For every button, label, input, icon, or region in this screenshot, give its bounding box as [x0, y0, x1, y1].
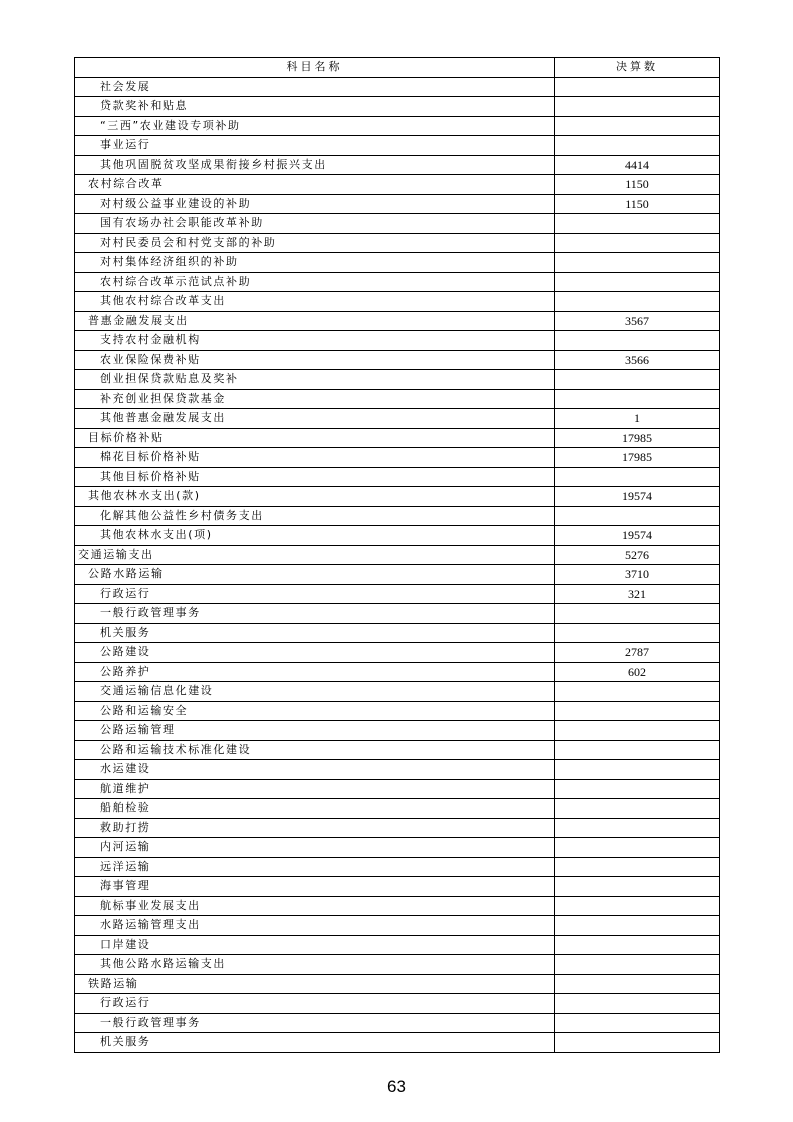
subject-name-cell: 内河运输 [75, 838, 555, 858]
table-row [75, 818, 720, 838]
subject-name-cell: 其他目标价格补贴 [75, 467, 555, 487]
subject-name-cell: 其他普惠金融发展支出 [75, 409, 555, 429]
table-row [75, 623, 720, 643]
subject-name-cell: 海事管理 [75, 877, 555, 897]
table-row [75, 955, 720, 975]
subject-name-cell: 其他巩固脱贫攻坚成果衔接乡村振兴支出 [75, 155, 555, 175]
table-row [75, 467, 720, 487]
subject-name-cell: 对村集体经济组织的补助 [75, 253, 555, 273]
subject-name-cell: 行政运行 [75, 994, 555, 1014]
budget-table-container [74, 57, 719, 1053]
subject-name-cell: 其他农村综合改革支出 [75, 292, 555, 312]
table-body [75, 77, 720, 1052]
table-row [75, 838, 720, 858]
table-row [75, 97, 720, 117]
subject-name-cell: 水路运输管理支出 [75, 916, 555, 936]
final-amount-cell [555, 292, 720, 312]
table-row [75, 877, 720, 897]
subject-name-cell: 水运建设 [75, 760, 555, 780]
final-amount-cell [555, 740, 720, 760]
final-amount-cell: 602 [555, 662, 720, 682]
table-row [75, 311, 720, 331]
final-amount-cell [555, 214, 720, 234]
final-amount-cell [555, 721, 720, 741]
subject-name-cell: 一般行政管理事务 [75, 1013, 555, 1033]
table-row [75, 1033, 720, 1053]
subject-name-cell: 口岸建设 [75, 935, 555, 955]
table-row [75, 896, 720, 916]
final-amount-cell [555, 253, 720, 273]
table-row [75, 857, 720, 877]
final-amount-cell [555, 955, 720, 975]
table-row [75, 409, 720, 429]
subject-name-cell: 航标事业发展支出 [75, 896, 555, 916]
page-number: 63 [387, 1077, 406, 1096]
final-amount-cell [555, 467, 720, 487]
subject-name-cell: 目标价格补贴 [75, 428, 555, 448]
subject-name-cell: 农村综合改革示范试点补助 [75, 272, 555, 292]
final-amount-header: 决算数 [555, 58, 720, 78]
final-amount-cell [555, 818, 720, 838]
subject-name-cell: 普惠金融发展支出 [75, 311, 555, 331]
subject-name-cell: 交通运输信息化建设 [75, 682, 555, 702]
final-amount-cell: 1 [555, 409, 720, 429]
final-amount-cell [555, 604, 720, 624]
subject-name-cell: 铁路运输 [75, 974, 555, 994]
subject-name-cell: 航道维护 [75, 779, 555, 799]
final-amount-cell [555, 799, 720, 819]
final-amount-cell [555, 779, 720, 799]
final-amount-cell [555, 136, 720, 156]
final-amount-cell: 17985 [555, 428, 720, 448]
final-amount-cell [555, 916, 720, 936]
subject-name-cell: 其他农林水支出(款) [75, 487, 555, 507]
table-row [75, 350, 720, 370]
table-row [75, 526, 720, 546]
table-row [75, 1013, 720, 1033]
table-row [75, 331, 720, 351]
final-amount-cell [555, 896, 720, 916]
table-row [75, 701, 720, 721]
table-row [75, 682, 720, 702]
table-row [75, 116, 720, 136]
table-row [75, 662, 720, 682]
subject-name-cell: 支持农村金融机构 [75, 331, 555, 351]
final-amount-cell [555, 877, 720, 897]
subject-name-cell: 船舶检验 [75, 799, 555, 819]
table-row [75, 604, 720, 624]
subject-name-cell: 创业担保贷款贴息及奖补 [75, 370, 555, 390]
final-amount-cell: 321 [555, 584, 720, 604]
subject-name-cell: 交通运输支出 [75, 545, 555, 565]
table-row [75, 77, 720, 97]
final-amount-cell [555, 838, 720, 858]
table-row [75, 214, 720, 234]
table-row [75, 935, 720, 955]
table-row [75, 292, 720, 312]
table-row [75, 272, 720, 292]
table-row [75, 194, 720, 214]
subject-name-cell: 其他公路水路运输支出 [75, 955, 555, 975]
final-amount-cell [555, 1033, 720, 1053]
table-row [75, 760, 720, 780]
subject-name-cell: 农业保险保费补贴 [75, 350, 555, 370]
subject-name-cell: 国有农场办社会职能改革补助 [75, 214, 555, 234]
subject-name-cell: 棉花目标价格补贴 [75, 448, 555, 468]
final-amount-cell [555, 1013, 720, 1033]
final-amount-cell: 19574 [555, 487, 720, 507]
final-amount-cell [555, 506, 720, 526]
final-amount-cell: 3710 [555, 565, 720, 585]
subject-name-cell: 补充创业担保贷款基金 [75, 389, 555, 409]
final-amount-cell: 1150 [555, 175, 720, 195]
final-amount-cell [555, 97, 720, 117]
final-amount-cell: 3567 [555, 311, 720, 331]
final-amount-cell [555, 331, 720, 351]
final-amount-cell [555, 974, 720, 994]
final-amount-cell [555, 370, 720, 390]
table-row [75, 155, 720, 175]
table-row [75, 740, 720, 760]
table-row [75, 779, 720, 799]
table-row [75, 428, 720, 448]
table-row [75, 389, 720, 409]
subject-name-cell: 化解其他公益性乡村债务支出 [75, 506, 555, 526]
final-amount-cell [555, 623, 720, 643]
subject-name-cell: 机关服务 [75, 623, 555, 643]
table-row [75, 643, 720, 663]
subject-name-cell: 行政运行 [75, 584, 555, 604]
subject-name-cell: 贷款奖补和贴息 [75, 97, 555, 117]
subject-name-header: 科目名称 [75, 58, 555, 78]
table-row [75, 370, 720, 390]
final-amount-cell [555, 935, 720, 955]
table-row [75, 565, 720, 585]
table-row [75, 233, 720, 253]
final-amount-cell: 19574 [555, 526, 720, 546]
subject-name-cell: 对村级公益事业建设的补助 [75, 194, 555, 214]
final-amount-cell: 1150 [555, 194, 720, 214]
table-row [75, 487, 720, 507]
subject-name-cell: 社会发展 [75, 77, 555, 97]
final-amount-cell [555, 116, 720, 136]
final-amount-cell [555, 760, 720, 780]
table-row [75, 974, 720, 994]
table-row [75, 994, 720, 1014]
subject-name-cell: 公路和运输安全 [75, 701, 555, 721]
final-amount-cell: 4414 [555, 155, 720, 175]
table-header-row [75, 58, 720, 78]
subject-name-cell: 公路养护 [75, 662, 555, 682]
final-amount-cell: 17985 [555, 448, 720, 468]
final-amount-cell: 2787 [555, 643, 720, 663]
final-amount-cell [555, 701, 720, 721]
table-row [75, 799, 720, 819]
final-amount-cell [555, 682, 720, 702]
subject-name-cell: 公路水路运输 [75, 565, 555, 585]
table-row [75, 916, 720, 936]
final-amount-cell: 3566 [555, 350, 720, 370]
final-amount-cell [555, 389, 720, 409]
table-row [75, 721, 720, 741]
budget-table [74, 57, 720, 1053]
subject-name-cell: 救助打捞 [75, 818, 555, 838]
final-amount-cell [555, 272, 720, 292]
final-amount-cell: 5276 [555, 545, 720, 565]
subject-name-cell: 一般行政管理事务 [75, 604, 555, 624]
table-row [75, 136, 720, 156]
subject-name-cell: 公路运输管理 [75, 721, 555, 741]
subject-name-cell: “三西”农业建设专项补助 [75, 116, 555, 136]
table-row [75, 506, 720, 526]
table-row [75, 253, 720, 273]
subject-name-cell: 机关服务 [75, 1033, 555, 1053]
final-amount-cell [555, 857, 720, 877]
subject-name-cell: 其他农林水支出(项) [75, 526, 555, 546]
subject-name-cell: 公路建设 [75, 643, 555, 663]
table-row [75, 545, 720, 565]
subject-name-cell: 远洋运输 [75, 857, 555, 877]
subject-name-cell: 农村综合改革 [75, 175, 555, 195]
table-row [75, 175, 720, 195]
subject-name-cell: 事业运行 [75, 136, 555, 156]
table-row [75, 448, 720, 468]
subject-name-cell: 对村民委员会和村党支部的补助 [75, 233, 555, 253]
table-row [75, 584, 720, 604]
final-amount-cell [555, 994, 720, 1014]
final-amount-cell [555, 233, 720, 253]
subject-name-cell: 公路和运输技术标准化建设 [75, 740, 555, 760]
final-amount-cell [555, 77, 720, 97]
